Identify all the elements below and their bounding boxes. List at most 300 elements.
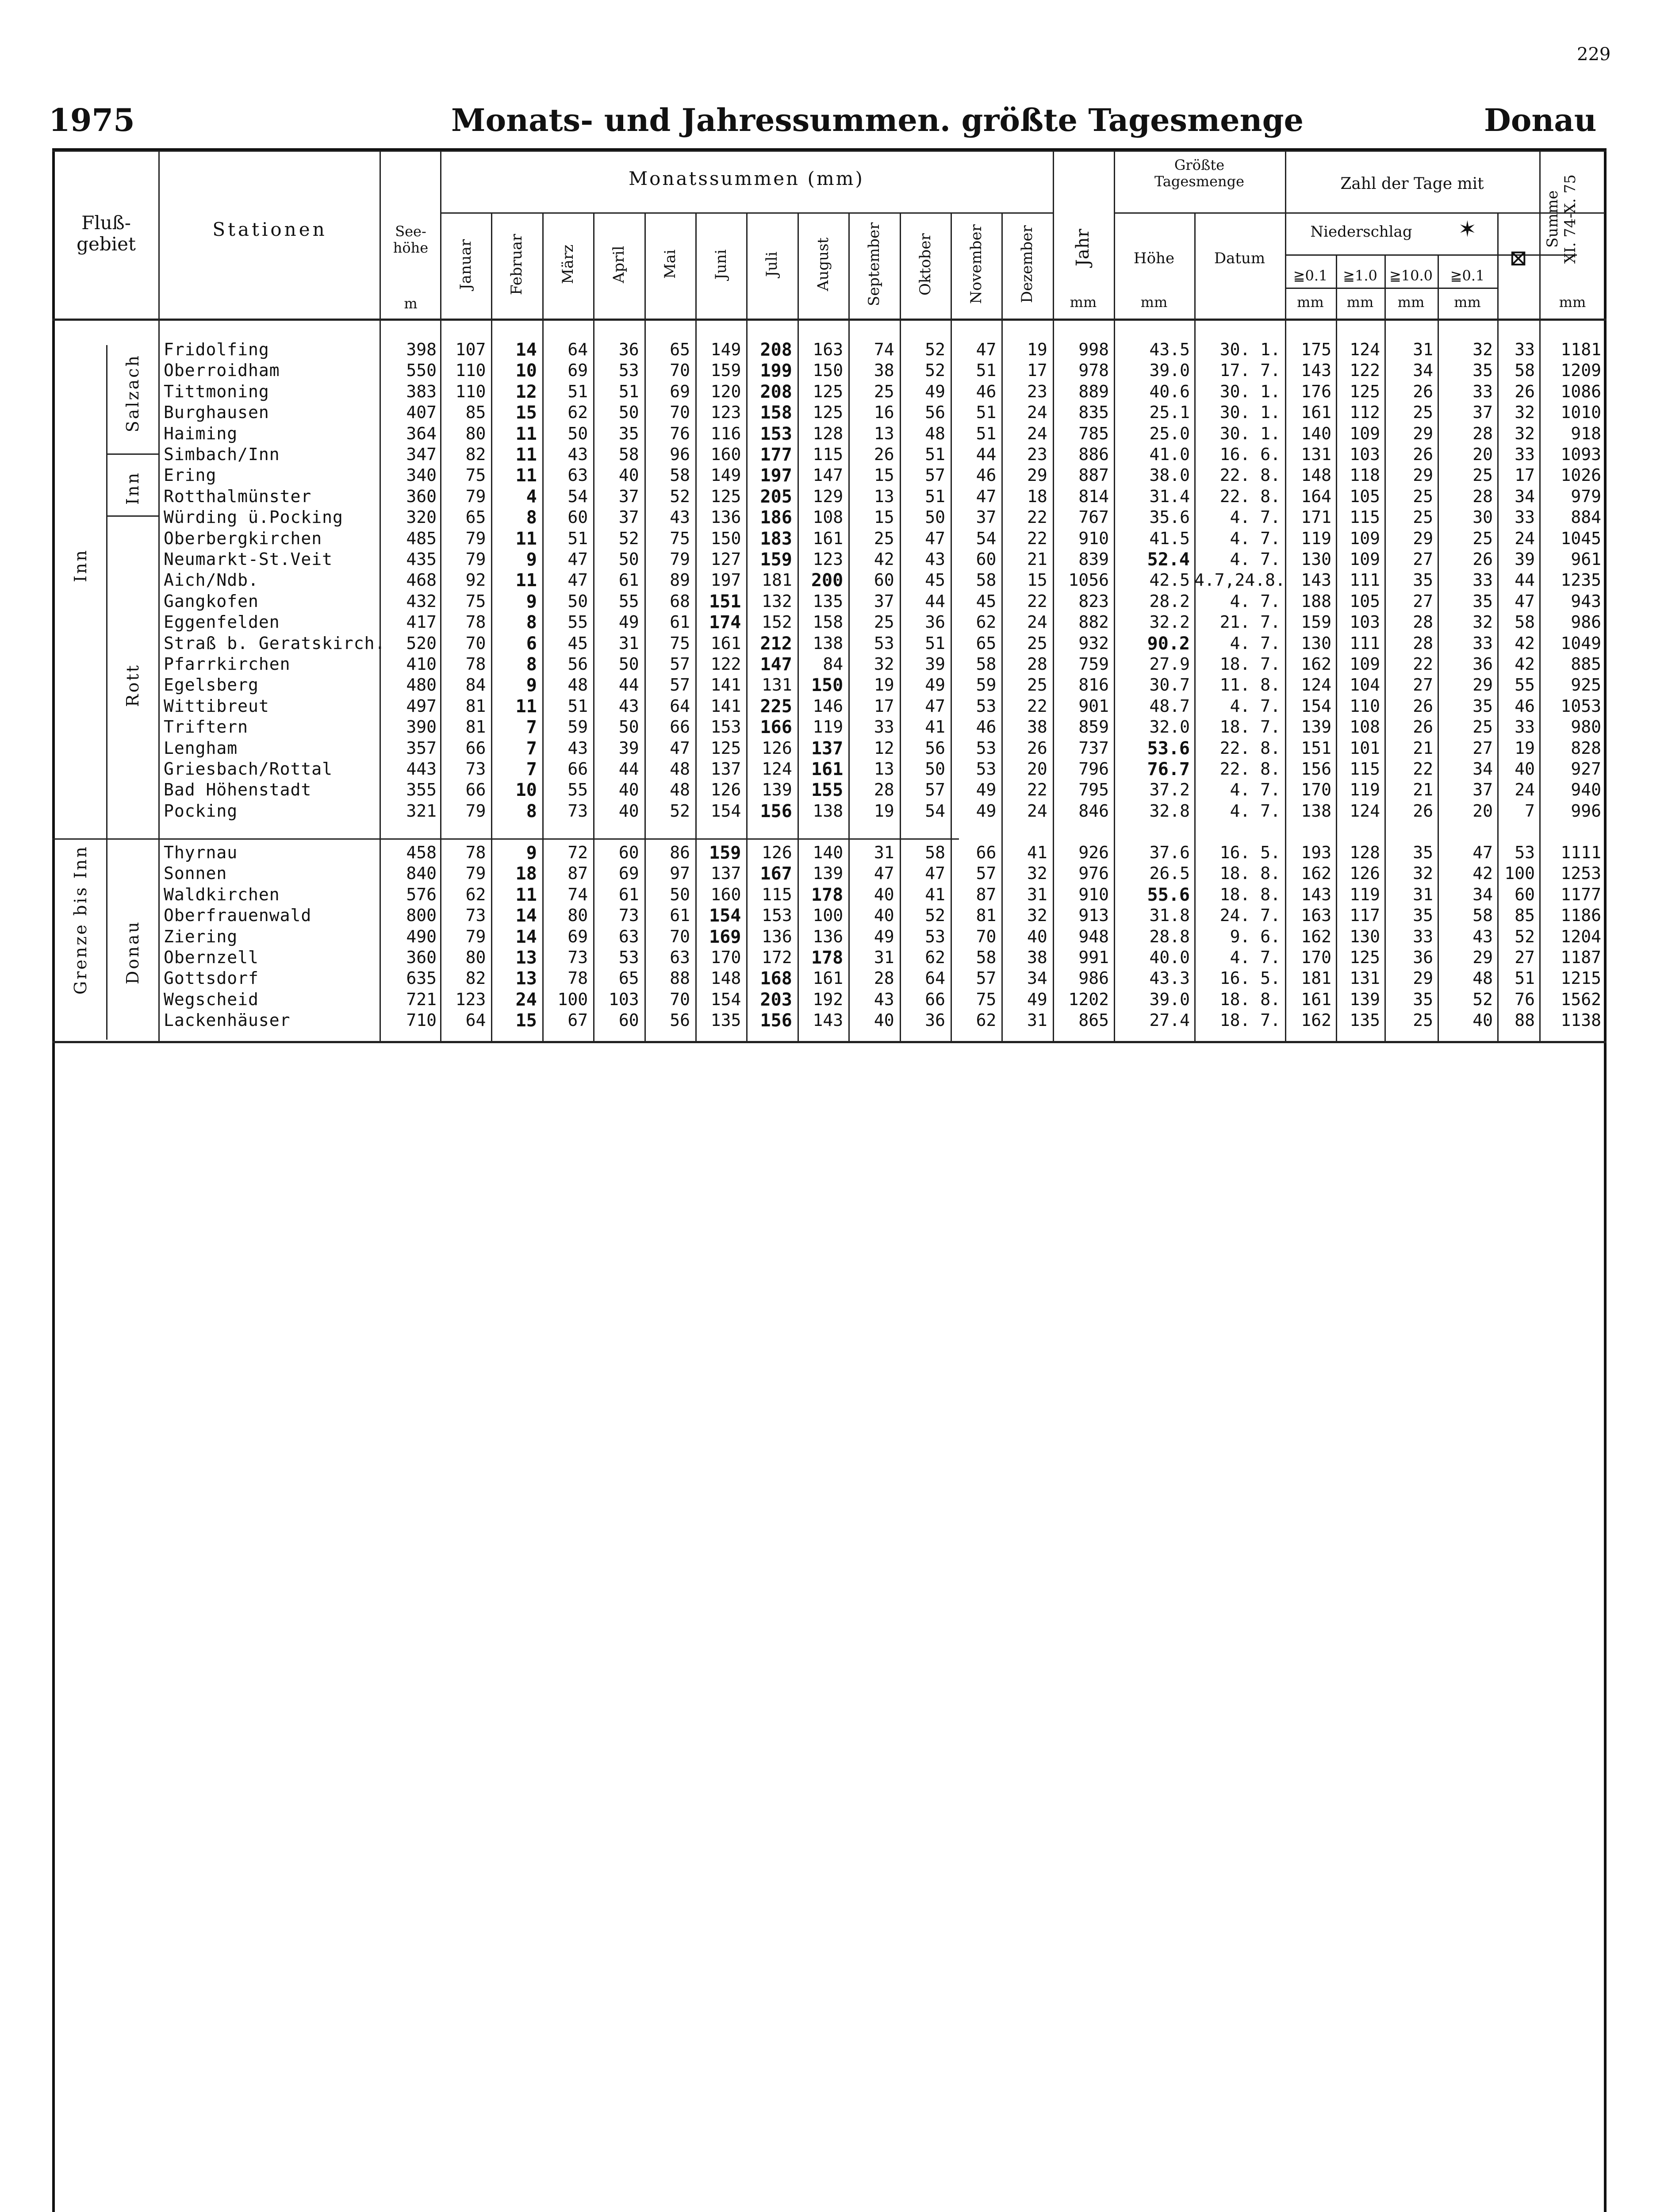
- col-niederschlag: Niederschlag: [1310, 223, 1412, 241]
- month-header: August: [814, 237, 832, 292]
- threshold-4: ≧0.1: [1450, 267, 1485, 284]
- month-value: 60: [618, 843, 639, 862]
- month-value: 116: [710, 423, 741, 443]
- month-value: 151: [709, 591, 741, 612]
- days-value: 162: [1301, 1010, 1331, 1030]
- month-value: 56: [568, 654, 588, 674]
- jahr-value: 926: [1078, 843, 1109, 862]
- month-value: 149: [710, 465, 741, 485]
- month-value: 53: [976, 738, 997, 758]
- month-value: 31: [874, 948, 894, 967]
- month-value: 47: [925, 864, 945, 883]
- days-value: 26: [1413, 801, 1433, 821]
- month-value: 208: [760, 340, 792, 360]
- station-name: Rotthalmünster: [164, 486, 312, 506]
- month-value: 143: [813, 1010, 844, 1030]
- month-value: 50: [618, 549, 639, 569]
- datum-value: 22. 8.: [1219, 738, 1281, 758]
- month-value: 73: [568, 948, 588, 967]
- datum-value: 4. 7.: [1230, 633, 1281, 653]
- days-value: 109: [1350, 423, 1380, 443]
- month-value: 31: [1027, 884, 1047, 904]
- month-value: 81: [976, 906, 997, 926]
- hoehe-value: 41.0: [1149, 445, 1190, 464]
- month-value: 36: [618, 340, 639, 359]
- month-value: 73: [465, 759, 486, 779]
- datum-value: 30. 1.: [1219, 423, 1281, 443]
- seehoehe-value: 497: [406, 696, 437, 716]
- summe-value: 885: [1571, 654, 1601, 674]
- month-value: 81: [465, 717, 486, 737]
- month-value: 61: [618, 884, 639, 904]
- days-value: 51: [1515, 968, 1535, 988]
- station-name: Pocking: [164, 801, 238, 821]
- days-value: 29: [1413, 968, 1433, 988]
- month-value: 10: [515, 780, 537, 801]
- month-value: 39: [618, 738, 639, 758]
- days-value: 103: [1350, 612, 1380, 632]
- month-value: 54: [925, 801, 945, 821]
- seehoehe-value: 398: [406, 340, 437, 359]
- summe-value: 961: [1571, 549, 1601, 569]
- days-value: 34: [1472, 884, 1493, 904]
- days-value: 34: [1472, 759, 1493, 779]
- month-value: 15: [874, 465, 894, 485]
- jahr-value: 913: [1078, 906, 1109, 926]
- month-value: 152: [762, 612, 792, 632]
- month-value: 45: [976, 591, 997, 611]
- month-value: 32: [1027, 864, 1047, 883]
- month-value: 172: [762, 948, 792, 967]
- days-value: 156: [1301, 759, 1331, 779]
- month-value: 16: [874, 403, 894, 422]
- month-value: 32: [874, 654, 894, 674]
- month-value: 49: [925, 675, 945, 695]
- jahr-value: 886: [1078, 445, 1109, 464]
- days-value: 139: [1350, 989, 1380, 1009]
- group-inn-sub: Inn: [123, 471, 142, 505]
- days-value: 26: [1413, 717, 1433, 737]
- datum-value: 4. 7.: [1230, 948, 1281, 967]
- month-value: 21: [1027, 549, 1047, 569]
- month-value: 50: [925, 507, 945, 527]
- rule: [158, 150, 160, 1042]
- days-value: 170: [1301, 780, 1331, 800]
- month-value: 37: [976, 507, 997, 527]
- month-value: 159: [760, 549, 792, 570]
- month-value: 38: [1027, 948, 1047, 967]
- days-value: 33: [1515, 717, 1535, 737]
- month-value: 68: [670, 591, 690, 611]
- days-value: 35: [1413, 843, 1433, 862]
- days-value: 60: [1515, 884, 1535, 904]
- jahr-value: 814: [1078, 486, 1109, 506]
- month-value: 45: [925, 570, 945, 590]
- month-value: 52: [925, 906, 945, 926]
- month-header: Oktober: [916, 233, 934, 296]
- month-value: 13: [874, 486, 894, 506]
- month-value: 123: [710, 403, 741, 422]
- month-value: 183: [760, 528, 792, 549]
- days-value: 159: [1301, 612, 1331, 632]
- station-name: Pfarrkirchen: [164, 654, 291, 674]
- col-jahr: Jahr: [1073, 229, 1093, 267]
- header-region: Donau: [1484, 102, 1597, 138]
- station-name: Obernzell: [164, 948, 259, 967]
- month-value: 125: [710, 738, 741, 758]
- month-value: 97: [670, 864, 690, 883]
- summe-value: 927: [1571, 759, 1601, 779]
- days-value: 130: [1350, 926, 1380, 946]
- seehoehe-value: 490: [406, 926, 437, 946]
- hoehe-value: 31.8: [1149, 906, 1190, 926]
- seehoehe-value: 407: [406, 403, 437, 422]
- month-header: Januar: [457, 239, 475, 290]
- jahr-value: 998: [1078, 340, 1109, 359]
- days-value: 28: [1413, 633, 1433, 653]
- month-value: 25: [1027, 675, 1047, 695]
- month-value: 37: [618, 486, 639, 506]
- month-value: 51: [976, 423, 997, 443]
- month-value: 15: [874, 507, 894, 527]
- month-value: 53: [925, 926, 945, 946]
- datum-value: 21. 7.: [1219, 612, 1281, 632]
- month-value: 53: [976, 696, 997, 716]
- month-value: 155: [811, 780, 844, 801]
- station-name: Lackenhäuser: [164, 1010, 291, 1030]
- month-value: 50: [925, 759, 945, 779]
- month-value: 160: [710, 445, 741, 464]
- month-value: 178: [811, 948, 844, 968]
- month-value: 120: [710, 381, 741, 401]
- days-value: 27: [1515, 948, 1535, 967]
- jahr-value: 1056: [1068, 570, 1109, 590]
- days-value: 125: [1350, 381, 1380, 401]
- days-value: 164: [1301, 486, 1331, 506]
- month-value: 53: [618, 361, 639, 380]
- days-value: 28: [1413, 612, 1433, 632]
- hoehe-value: 32.0: [1149, 717, 1190, 737]
- station-name: Burghausen: [164, 403, 269, 422]
- days-value: 35: [1472, 591, 1493, 611]
- month-value: 9: [526, 549, 537, 570]
- days-value: 58: [1515, 612, 1535, 632]
- days-value: 170: [1301, 948, 1331, 967]
- days-value: 29: [1472, 675, 1493, 695]
- days-value: 161: [1301, 403, 1331, 422]
- month-value: 35: [618, 423, 639, 443]
- month-value: 200: [811, 570, 844, 591]
- hoehe-value: 42.5: [1149, 570, 1190, 590]
- month-value: 84: [465, 675, 486, 695]
- month-value: 15: [515, 1010, 537, 1031]
- days-value: 122: [1350, 361, 1380, 380]
- month-value: 60: [568, 507, 588, 527]
- month-value: 4: [526, 486, 537, 507]
- summe-value: 1181: [1561, 340, 1601, 359]
- station-name: Ering: [164, 465, 217, 485]
- datum-value: 4. 7.: [1230, 801, 1281, 821]
- month-value: 25: [1027, 633, 1047, 653]
- month-value: 67: [568, 1010, 588, 1030]
- month-value: 169: [709, 926, 741, 947]
- seehoehe-value: 390: [406, 717, 437, 737]
- month-value: 11: [515, 570, 537, 591]
- month-value: 44: [976, 445, 997, 464]
- hoehe-value: 43.5: [1149, 340, 1190, 359]
- summe-value: 1093: [1561, 445, 1601, 464]
- datum-value: 4.7,24.8.: [1194, 570, 1285, 590]
- seehoehe-value: 355: [406, 780, 437, 800]
- days-value: 35: [1413, 906, 1433, 926]
- datum-value: 4. 7.: [1230, 780, 1281, 800]
- hoehe-value: 39.0: [1149, 361, 1190, 380]
- summe-value: 940: [1571, 780, 1601, 800]
- month-value: 39: [925, 654, 945, 674]
- month-value: 62: [925, 948, 945, 967]
- month-value: 150: [710, 528, 741, 548]
- days-value: 24: [1515, 780, 1535, 800]
- month-value: 8: [526, 612, 537, 633]
- month-value: 11: [515, 423, 537, 444]
- header-year: 1975: [49, 102, 135, 138]
- month-value: 43: [618, 696, 639, 716]
- month-value: 127: [710, 549, 741, 569]
- hoehe-value: 43.3: [1149, 968, 1190, 988]
- month-value: 13: [515, 948, 537, 968]
- jahr-value: 901: [1078, 696, 1109, 716]
- month-value: 47: [874, 864, 894, 883]
- month-value: 50: [618, 717, 639, 737]
- seehoehe-value: 550: [406, 361, 437, 380]
- month-value: 74: [568, 884, 588, 904]
- days-value: 20: [1472, 801, 1493, 821]
- month-value: 88: [670, 968, 690, 988]
- hoehe-value: 40.0: [1149, 948, 1190, 967]
- month-value: 14: [515, 340, 537, 360]
- station-name: Griesbach/Rottal: [164, 759, 333, 779]
- month-value: 70: [670, 403, 690, 422]
- month-value: 42: [874, 549, 894, 569]
- summe-value: 1209: [1561, 361, 1601, 380]
- month-value: 64: [670, 696, 690, 716]
- month-value: 107: [455, 340, 486, 359]
- days-value: 143: [1301, 570, 1331, 590]
- month-value: 110: [455, 381, 486, 401]
- month-value: 161: [710, 633, 741, 653]
- month-value: 177: [760, 445, 792, 465]
- month-value: 89: [670, 570, 690, 590]
- datum-value: 22. 8.: [1219, 465, 1281, 485]
- seehoehe-value: 360: [406, 486, 437, 506]
- summe-value: 884: [1571, 507, 1601, 527]
- hoehe-value: 76.7: [1147, 759, 1190, 780]
- month-value: 48: [670, 780, 690, 800]
- hoehe-value: 38.0: [1149, 465, 1190, 485]
- month-value: 75: [670, 633, 690, 653]
- datum-value: 24. 7.: [1219, 906, 1281, 926]
- days-value: 143: [1301, 361, 1331, 380]
- datum-value: 22. 8.: [1219, 759, 1281, 779]
- month-value: 61: [670, 612, 690, 632]
- days-value: 26: [1413, 445, 1433, 464]
- month-value: 78: [465, 843, 486, 862]
- datum-value: 16. 5.: [1219, 843, 1281, 862]
- days-value: 42: [1515, 633, 1535, 653]
- month-value: 63: [618, 926, 639, 946]
- jahr-value: 835: [1078, 403, 1109, 422]
- month-value: 154: [710, 989, 741, 1009]
- month-value: 51: [618, 381, 639, 401]
- datum-value: 30. 1.: [1219, 403, 1281, 422]
- days-value: 101: [1350, 738, 1380, 758]
- days-value: 117: [1350, 906, 1380, 926]
- jahr-value: 986: [1078, 968, 1109, 988]
- month-value: 66: [925, 989, 945, 1009]
- month-value: 57: [670, 675, 690, 695]
- days-value: 35: [1413, 570, 1433, 590]
- month-value: 53: [874, 633, 894, 653]
- month-value: 79: [465, 486, 486, 506]
- datum-value: 17. 7.: [1219, 361, 1281, 380]
- month-value: 19: [874, 675, 894, 695]
- summe-value: 1204: [1561, 926, 1601, 946]
- month-value: 159: [710, 361, 741, 380]
- month-value: 170: [710, 948, 741, 967]
- days-value: 143: [1301, 884, 1331, 904]
- month-value: 13: [874, 423, 894, 443]
- month-header: September: [865, 222, 883, 307]
- month-value: 51: [925, 486, 945, 506]
- month-value: 24: [1027, 423, 1047, 443]
- days-value: 26: [1472, 549, 1493, 569]
- month-value: 48: [925, 423, 945, 443]
- days-value: 25: [1413, 403, 1433, 422]
- days-value: 29: [1413, 423, 1433, 443]
- hoehe-value: 28.2: [1149, 591, 1190, 611]
- month-value: 79: [465, 528, 486, 548]
- month-value: 115: [762, 884, 792, 904]
- days-value: 109: [1350, 528, 1380, 548]
- days-value: 27: [1413, 675, 1433, 695]
- month-value: 24: [515, 989, 537, 1010]
- month-value: 159: [709, 843, 741, 863]
- month-value: 63: [568, 465, 588, 485]
- seehoehe-value: 383: [406, 381, 437, 401]
- days-value: 25: [1472, 528, 1493, 548]
- snow-icon: ✶: [1458, 216, 1477, 242]
- month-value: 108: [813, 507, 844, 527]
- month-value: 40: [618, 801, 639, 821]
- month-value: 75: [670, 528, 690, 548]
- days-value: 131: [1301, 445, 1331, 464]
- month-value: 138: [813, 633, 844, 653]
- month-value: 50: [568, 591, 588, 611]
- station-name: Eggenfelden: [164, 612, 280, 632]
- month-value: 37: [618, 507, 639, 527]
- month-value: 59: [976, 675, 997, 695]
- datum-value: 4. 7.: [1230, 591, 1281, 611]
- days-value: 32: [1413, 864, 1433, 883]
- summe-value: 828: [1571, 738, 1601, 758]
- month-value: 40: [874, 906, 894, 926]
- month-value: 69: [618, 864, 639, 883]
- jahr-value: 978: [1078, 361, 1109, 380]
- datum-value: 4. 7.: [1230, 549, 1281, 569]
- month-value: 148: [710, 968, 741, 988]
- days-value: 21: [1413, 780, 1433, 800]
- days-value: 32: [1472, 340, 1493, 359]
- month-value: 18: [515, 864, 537, 884]
- month-value: 56: [925, 403, 945, 422]
- days-value: 58: [1472, 906, 1493, 926]
- days-value: 135: [1350, 1010, 1380, 1030]
- month-value: 54: [568, 486, 588, 506]
- month-value: 154: [710, 801, 741, 821]
- month-value: 161: [813, 528, 844, 548]
- days-value: 29: [1413, 465, 1433, 485]
- month-value: 47: [568, 549, 588, 569]
- days-value: 151: [1301, 738, 1331, 758]
- summe-value: 1049: [1561, 633, 1601, 653]
- seehoehe-value: 480: [406, 675, 437, 695]
- col-jahr-unit: mm: [1070, 294, 1097, 311]
- month-value: 60: [618, 1010, 639, 1030]
- month-value: 203: [760, 989, 792, 1010]
- threshold-unit-2: mm: [1346, 294, 1374, 311]
- station-name: Fridolfing: [164, 340, 269, 359]
- days-value: 21: [1413, 738, 1433, 758]
- month-value: 149: [710, 340, 741, 359]
- month-value: 49: [976, 801, 997, 821]
- datum-value: 18. 7.: [1219, 717, 1281, 737]
- rule: [1285, 288, 1497, 289]
- jahr-value: 816: [1078, 675, 1109, 695]
- days-value: 175: [1301, 340, 1331, 359]
- month-value: 58: [618, 445, 639, 464]
- month-value: 33: [874, 717, 894, 737]
- month-value: 75: [465, 591, 486, 611]
- summe-value: 1111: [1561, 843, 1601, 862]
- month-value: 58: [925, 843, 945, 862]
- summe-value: 1026: [1561, 465, 1601, 485]
- month-value: 153: [760, 423, 792, 444]
- month-value: 26: [1027, 738, 1047, 758]
- datum-value: 18. 8.: [1219, 989, 1281, 1009]
- month-value: 69: [568, 361, 588, 380]
- month-value: 82: [465, 968, 486, 988]
- summe-value: 1562: [1561, 989, 1601, 1009]
- month-value: 28: [874, 968, 894, 988]
- col-hoehe-unit: mm: [1140, 294, 1168, 311]
- month-value: 129: [813, 486, 844, 506]
- month-value: 44: [925, 591, 945, 611]
- summe-value: 918: [1571, 423, 1601, 443]
- month-value: 31: [874, 843, 894, 862]
- month-value: 7: [526, 738, 537, 759]
- days-value: 36: [1413, 948, 1433, 967]
- month-value: 66: [670, 717, 690, 737]
- month-value: 73: [568, 801, 588, 821]
- month-value: 29: [1027, 465, 1047, 485]
- days-value: 105: [1350, 591, 1380, 611]
- days-value: 47: [1472, 843, 1493, 862]
- month-value: 61: [670, 906, 690, 926]
- station-name: Oberroidham: [164, 361, 280, 380]
- month-value: 174: [709, 612, 741, 633]
- days-value: 104: [1350, 675, 1380, 695]
- month-value: 52: [925, 340, 945, 359]
